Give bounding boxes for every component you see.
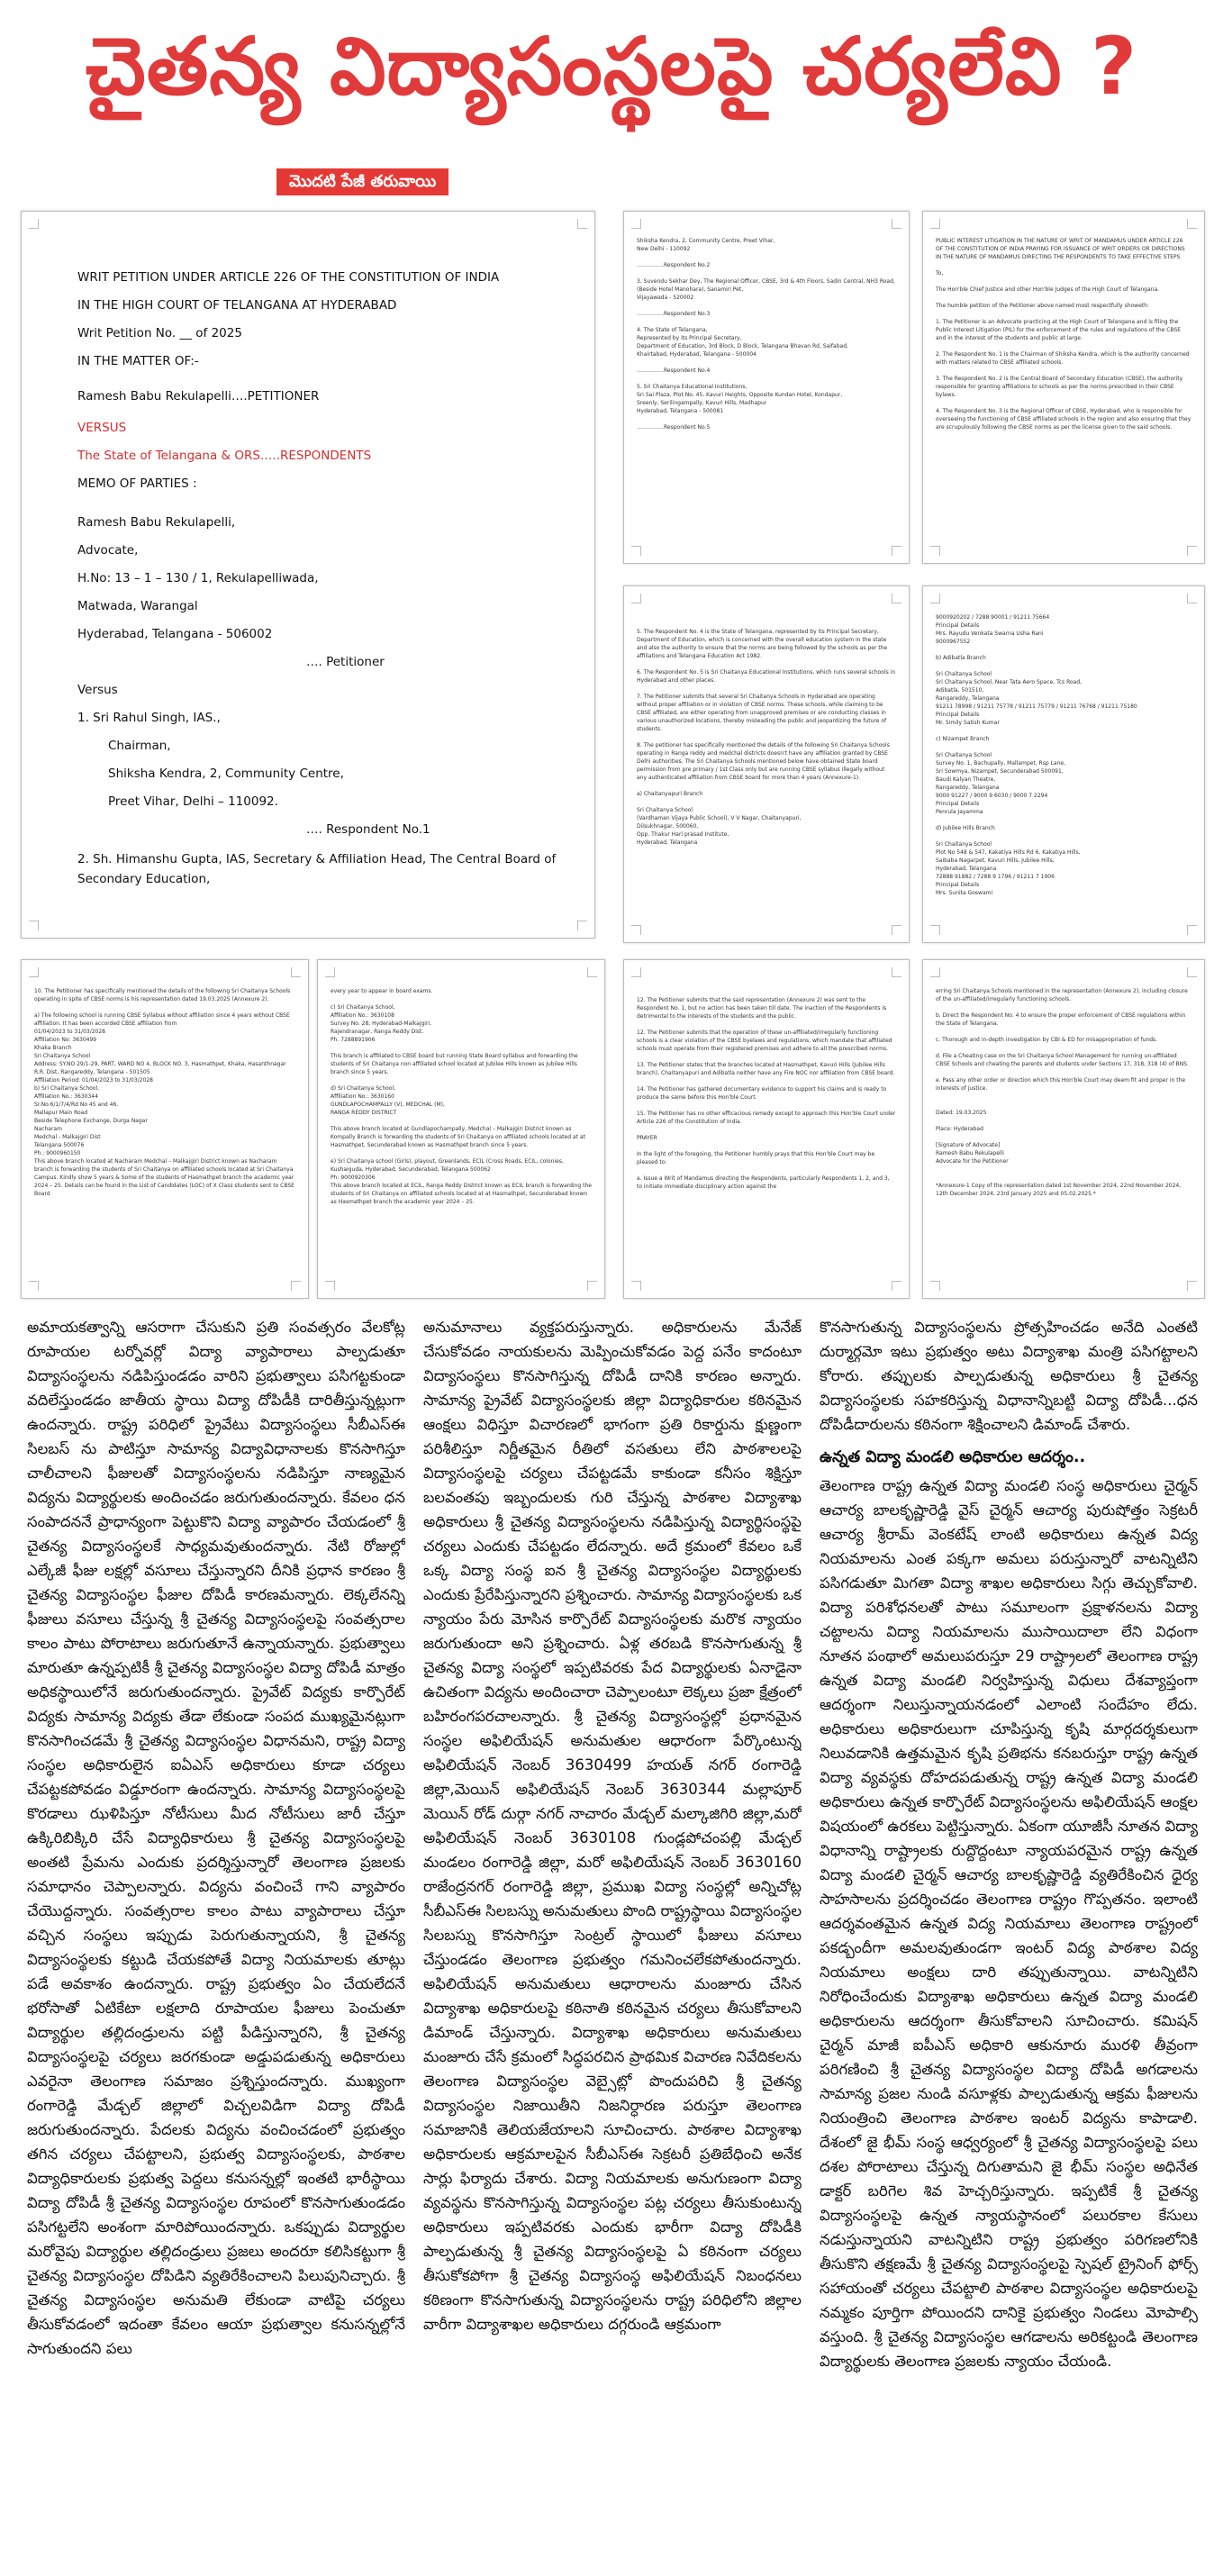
doc-line: H.No: 13 – 1 – 130 / 1, Rekulapelliwada, <box>77 571 319 585</box>
doc-line: …. Petitioner <box>306 655 385 669</box>
doc-line: 1. Sri Rahul Singh, IAS., <box>77 711 221 725</box>
doc-line: …. Respondent No.1 <box>306 822 430 837</box>
doc-line: IN THE MATTER OF:- <box>77 354 199 368</box>
doc-line: VERSUS <box>77 421 127 435</box>
document-page-7 <box>317 959 605 1299</box>
doc-line: The State of Telangana & ORS…..RESPONDENTS <box>77 449 372 463</box>
doc-line: MEMO OF PARTIES : <box>77 476 197 491</box>
page-text: 10. The Petitioner has specifically mentioned the details of the following Sri Chaitanya Schools operating in spite of CBSE norms is his representation dated 19.03.2025 (Annexure 2). a) The following school is running CBSE Syllabus without affiliation since 4 years without CBSE affiliation. It has been accorded CBSE affiliation from 01/04/2023 to 31/03/2028 Affiliation No: 3630499 Khaka Branch Sri Chaitanya School Address: SY.NO 29/1-29, PART, WARD NO 4, BLOCK NO. 3, Hasmathpet, Khaka, Hasanthnagar R.R. Dist, Rangareddy, Telangana - 501505 Affiliation Period: 01/04/2023 to 31/03/2028 b) Sri Chaitanya School, Affiliation No.: 3630344 Sr.No.6/1/7/4/Rd No 45 and 46, Mallapur Main Road Beside Telephone Exchange, Durga Nagar Nacharam Medchal - Malkajgiri Dist Telangana 500076 Ph.: 9000960150 This above branch located at Nacharam Medchal – Malkajgiri District known as Nacharam branch is forwarding the students of Sri Chaitanya on affiliated schools located at Sri Chaitanya Campus. Kindly show 5 years & Some of the students of Hasmathpet branch the academic year 2024 – 25. Details can be found in the List of Candidates (LOC) of X Class students sent to CBSE Board <box>34 988 294 1197</box>
page-text: 5. The Respondent No. 4 is the State of Telangana, represented by its Principal Secretary, Department of Education, which is concerned with the overall education system in the state and also the authority to ensure that the norms are being followed by the schools as per the affiliations and Telangana Education Act 1982. 6. The Respondent No. 5 is Sri Chaitanya Educational Institutions, which runs several schools in Hyderabad and other places. 7. The Petitioner submits that several Sri Chaitanya Schools in Hyderabad are operating without proper affiliation or in violation of CBSE norms. These schools, while claiming to be CBSE affiliated, are either operating from unapproved premises or are conducting classes in various unauthorized locations, thereby misleading the public and jeopardizing the future of students. 8. The petitioner has specifically mentioned the details of the following Sri Chaitanya Schools operating in Ranga reddy and medchal districts doesn't have any affiliation granted by CBSE Delhi authorities. The Sri Chaitanya Schools mentioned below have obtained State board permission from pre primary / 1st Class only but are running CBSE syllabus illegally without any authenticated affiliation from CBSE board for more than 4 years (Annexure-1). a) Chaitanyapuri Branch Sri Chaitanya School (Vardhaman Vijaya Public School), V V Nagar, Chaitanyapuri, Dilsukhnagar, 500060, Opp. Thakur Hari prasad Institute, Hyderabad, Telangana <box>637 629 896 846</box>
page-text: PUBLIC INTEREST LITIGATION IN THE NATURE OF WRIT OF MANDAMUS UNDER ARTICLE 226 OF THE CONSTITUTION OF INDIA PRAYING FOR ISSUANCE OF WRIT ORDERS OR DIRECTIONS IN THE NATURE OF MANDAMUS DIRECTING THE RESPONDENTS TO TAKE EFFECTIVE STEPS To, The Hon'ble Chief Justice and other Hon'ble Judges of the High Court of Telangana. The humble petition of the Petitioner above named most respectfully showeth: 1. The Petitioner is an Advocate practicing at the High Court of Telangana and is filing the Public Interest Litigation (PIL) for the enforcement of the rules and regulations of the CBSE and in the interest of the students and public at large. 2. The Respondent No. 1 is the Chairman of Shiksha Kendra, which is the authority concerned with matters related to CBSE affiliated schools. 3. The Respondent No. 2 is the Central Board of Secondary Education (CBSE), the authority responsible for granting affiliations to schools as per the norms prescribed in their CBSE bylaws. 4. The Respondent No. 3 is the Regional Officer of CBSE, Hyderabad, who is responsible for overseeing the functioning of CBSE affiliated schools in the region and also ensuring that they are scrupulously following the CBSE norms as per the license given to the said schools. <box>936 238 1191 431</box>
article-body <box>27 1315 1198 2567</box>
doc-line: Preet Vihar, Delhi – 110092. <box>108 794 278 809</box>
doc-line: Ramesh Babu Rekulapelli, <box>77 515 236 530</box>
doc-line: Versus <box>77 683 118 697</box>
article-paragraph: తెలంగాణ రాష్ట్ర ఉన్నత విద్యా మండలి సంస్థ అధికారులు చైర్మన్ ఆచార్య బాలకృష్ణారెడ్డి వైస్ చైర్మన్ ఆచార్య పురుషోత్తం సెక్రటరీ ఆచార్య శ్రీరామ్ వెంకటేష్ లాంటి అధికారులు ఉన్నత విద్య నియమాలను ఎంత పక్కగా అమలు పరుస్తున్నారో వాటన్నిటిని పసిగడుతూ మిగతా విద్యా శాఖల అధికారులు సిగ్గు తెచ్చుకోవాలి. విద్యా పరిశోధనలతో పాటు సమూలంగా ప్రక్షాళనలను విద్యా చట్టాలను విద్యా నియమాలను ముసాయిదాలా లేని విధంగా నూతన పంథాలో అమలుపరుస్తూ 29 రాష్ట్రాలలో తెలంగాణ రాష్ట్ర ఉన్నత విద్యా మండలి నిర్వహిస్తున్న విధులు దేశవ్యాప్తంగా ఆదర్శంగా నిలుస్తున్నాయనడంలో ఎలాంటి సందేహం లేదు. అధికారులు అధికారులుగా చూపిస్తున్న కృషి మార్గదర్శకులుగా నిలువడానికి ఉత్తమమైన కృషి ప్రతిభను కనబరుస్తూ రాష్ట్ర ఉన్నత విద్యా వ్యవస్థకు దోహదపడుతున్న రాష్ట్ర ఉన్నత విద్యా మండలి అధికారులు ఉన్నత కార్పొరేట్ విద్యాసంస్థలను అఫిలియేషన్ ఆంక్షల విషయంలో ఉరకలు పెట్టిస్తున్నారు. ఏకంగా యూజీసీ నూతన విద్యా విధానాన్ని రాష్ట్రాలకు రుద్దొద్దంటూ న్యాయపరమైన రాష్ట్ర ఉన్నత విద్యా మండలి చైర్మన్ ఆచార్య బాలకృష్ణారెడ్డి వ్యతిరేకించిన ధైర్య సాహసాలను ప్రదర్శించడం తెలంగాణ రాష్ట్రం గొప్పతనం. ఇలాంటి ఆదర్శవంతమైన ఉన్నత విద్య నియమాలు తెలంగాణ రాష్ట్రంలో పకడ్బందీగా అమలవుతుండగా ఇంటర్ విద్య పాఠశాల విద్య నియమాలు అంక్షలు దారి తప్పుతున్నాయి. వాటన్నిటిని నిరోధించేందుకు విద్యాశాఖ అధికారులు ఉన్నత విద్యా మండలి అధికారులను ఆదర్శంగా తీసుకోవాలని సూచించారు. కమిషన్ చైర్మన్ మాజీ ఐపీఎస్ అధికారి ఆకునూరు మురళి తీవ్రంగా పరిగణించి శ్రీ చైతన్య విద్యాసంస్థల విద్యా దోపిడీ అగడాలను సామాన్య ప్రజల నుండి వసూళ్లకు పాల్పడుతున్న ఆక్రమ ఫీజులను నియంత్రించి తెలంగాణ పాఠశాల ఇంటర్ విద్యను కాపాడాలి. దేశంలో జై భీమ్ సంస్థ ఆధ్వర్యంలో శ్రీ చైతన్య విద్యాసంస్థలపై పలు దశల పోరాటాలు చేస్తున్న దిగుతామని జై భీమ్ సంస్థల అధినేత డాక్టర్ బరిగెల శివ హెచ్చరిస్తున్నారు. ఇప్పటికే శ్రీ చైతన్య విద్యాసంస్థలపై ఉన్నత న్యాయస్థానంలో పలురకాల కేసులు నడుస్తున్నాయని వాటన్నిటిని రాష్ట్ర ప్రభుత్వం పరిగణలోనికి తీసుకొని తక్షణమే శ్రీ చైతన్య విద్యాసంస్థలపై స్పెషల్ ట్రైనింగ్ ఫోర్స్ సహాయంతో చర్యలు చేపట్టాలి పాఠశాల విద్యాసంస్థల అధికారులపై నమ్మకం పూర్తిగా పోయిందని దానికై ప్రభుత్వం నిండలు మోపాల్సి వస్తుంది. శ్రీ చైతన్య విద్యాసంస్థల ఆగడాలను అరికట్టండి తెలంగాణ విద్యార్థులకు తెలంగాణ ప్రజలకు న్యాయం చేయండి. <box>820 1477 1198 2370</box>
article-column-3 <box>820 1315 1198 2567</box>
document-page-6 <box>21 959 309 1299</box>
doc-line: Advocate, <box>77 543 139 558</box>
doc-line: Hyderabad, Telangana - 506002 <box>77 627 273 641</box>
document-page-9 <box>922 959 1205 1299</box>
article-paragraph: కొనసాగుతున్న విద్యాసంస్థలను ప్రోత్సహించడం అనేది ఎంతటి దుర్మార్గమో ఇటు ప్రభుత్వం అటు విద్యాశాఖ మంత్రి పసిగట్టాలని కోరారు. తప్పులకు పాల్పడుతున్న అధికారులు శ్రీ చైతన్య విద్యాసంస్థలకు సహకరిస్తున్న విధానాన్నిబట్టి విద్యా దోపిడీ...ధన దోపిడీదారులను కఠినంగా శిక్షించాలని డిమాండ్ చేశారు. <box>820 1319 1198 1433</box>
headline: చైతన్య విద్యాసంస్థలపై చర్యలేవి ? <box>85 20 1138 113</box>
document-page-main <box>21 211 595 939</box>
doc-line: Ramesh Babu Rekulapelli….PETITIONER <box>77 389 320 404</box>
doc-line: 2. Sh. Himanshu Gupta, IAS, Secretary & Affiliation Head, The Central Board of Secondary Education, <box>77 852 557 886</box>
page-text: 12. The Petitioner submits that the said representation (Annexure 2) was sent to the Respondent No. 1, but no action has been taken till date. The inaction of the Respondents is detrimental to the interests of the students and the public. 12. The Petitioner submits that the operation of these un-affiliated/irregularly functioning schools is a clear violation of the CBSE byelaws and regulations, which mandate that affiliated schools must operate from their registered premises and adhere to all the prescribed norms. 13. The Petitioner states that the branches located at Hasmathpet, Kavuri Hills (Jubilee Hills branch), Chaitanyapuri and Adibatla neither have any Fire NOC nor affiliation from CBSE board. 14. The Petitioner has gathered documentary evidence to support his claims and is ready to produce the same before this Hon'ble Court. 15. The Petitioner has no other efficacious remedy except to approach this Hon'ble Court under Article 226 of the Constitution of India. PRAYER In the light of the foregoing, the Petitioner humbly prays that this Hon'ble Court may be pleased to: a. Issue a Writ of Mandamus directing the Respondents, particularly Respondents 1, 2, and 3, to initiate immediate disciplinary action against the <box>637 997 896 1190</box>
document-page-3 <box>922 211 1205 564</box>
document-page-8 <box>623 959 910 1299</box>
article-subheading: ఉన్నత విద్యా మండలి అధికారుల ఆదర్శం.. <box>820 1448 1086 1466</box>
page-text: Shiksha Kendra, 2, Community Centre, Preet Vihar, New Delhi - 110092 ……………Respondent No.2 3. Suvendu Sekhar Dey, The Regional Officer, CBSE, 3rd & 4th Floors, Sadin Central, NH3 Road, (Beside Hotel Manohara), Sanamiri Pet, Vijayawada - 520002 ……………Respondent No.3 4. The State of Telangana, Represented by its Principal Secretary, Department of Education, 3rd Block, D Block, Telangana Bhavan Rd, Saifabad, Khairtabad, Hyderabad, Telangana - 500004 ……………Respondent No.4 5. Sri Chaitanya Educational Institutions, Sri Sai Plaza, Plot No. 45, Kavuri Heights, Opposite Kundan Hotel, Kondapur, Sreenly, Serilingampally, Kavuri Hills, Madhapur Hyderabad, Telangana - 500081 ……………Respondent No.5 <box>637 238 895 431</box>
article-column-2: అనుమానాలు వ్యక్తపరుస్తున్నారు. అధికారులను మేనేజ్ చేసుకోవడం నాయకులను మెప్పించుకోవడం పెద్ద పనేం కాదంటూ విద్యాసంస్థలు కొనసాగిస్తున్న దోపిడీ దానికి కారణం అన్నారు. సామాన్య ప్రైవేట్ విద్యాసంస్థలకు జిల్లా విద్యాధికారుల కఠినమైన ఆంక్షలు విధిస్తూ విచారణలో భాగంగా ప్రతి రికార్డును క్షుణ్ణంగా పరిశీలిస్తూ నిర్ణీతమైన రీతిలో వసతులు లేని పాఠశాలలపై విద్యాసంస్థలపై చర్యలు చేపట్టడమే కాకుండా కనీసం శిక్షిస్తూ బలవంతపు ఇబ్బందులకు గురి చేస్తున్న పాఠశాల విద్యాశాఖ అధికారులు శ్రీ చైతన్య విద్యాసంస్థలను నడిపిస్తున్న విద్యార్థిసంస్థపై చర్యలు ఎందుకు చేపట్టడం లేదన్నారు. అదే క్రమంలో కేవలం ఒకే ఒక్క విద్యా సంస్థ ఐన శ్రీ చైతన్య విద్యాసంస్థల విద్యార్థులకు ఎందుకు ప్రేరేపిస్తున్నారని ప్రశ్నించారు. సామాన్య విద్యాసంస్థలకు ఒక న్యాయం పేరు మోసిన కార్పొరేట్ విద్యాసంస్థలకు మరొక న్యాయం జరుగుతుందా అని ప్రశ్నించారు. ఏళ్ల తరబడి కొనసాగుతున్న శ్రీ చైతన్య విద్యా సంస్థలో ఇప్పటివరకు పేద విద్యార్థులకు ఏనాడైనా ఉచితంగా విద్యను అందించారా చెప్పాలంటూ లెక్కలు ప్రజా క్షేత్రంలో బహిరంగపరచాలన్నారు. శ్రీ చైతన్య విద్యాసంస్థల్లో ప్రధానమైన సంస్థల అఫిలియేషన్ అనుమతుల ఆధారంగా పేర్కొంటున్న అఫిలియేషన్ నెంబర్ 3630499 హయత్ నగర్ రంగారెడ్డి జిల్లా,మెయిన్ అఫిలియేషన్ నెంబర్ 3630344 మల్లాపూర్ మెయిన్ రోడ్ దుర్గా నగర్ నాచారం మేడ్చల్ మల్కాజిగిరి జిల్లా,మరో అఫిలియేషన్ నెంబర్ 3630108 గుండ్లపోచంపల్లి మేడ్చల్ మండలం రంగారెడ్డి జిల్లా, మరో అఫిలియేషన్ నెంబర్ 3630160 రాజేంద్రనగర్ రంగారెడ్డి జిల్లా, ప్రముఖ విద్యా సంస్థల్లో అన్నిచోట్ల సీబీఎస్ఈ సిలబస్ను అనుమతులు పొంది రాష్ట్రస్థాయి విద్యాసంస్థల సిలబస్ను కొనసాగిస్తూ సెంట్రల్ స్థాయిలో ఫీజులు వసూలు చేస్తుండడం తెలంగాణ ప్రభుత్వం గమనించలేకపోతుందన్నారు. అఫిలియేషన్ అనుమతులు ఆధారాలను మంజూరు చేసిన విద్యాశాఖ అధికారులపై కఠినాతి కఠినమైన చర్యలు తీసుకోవాలని డిమాండ్ చేస్తున్నారు. విద్యాశాఖ అధికారులు అనుమతులు మంజూరు చేసే క్రమంలో సిద్ధపరచిన ప్రాథమిక విచారణ నివేదికలను తెలంగాణ విద్యాసంస్థల వెబ్సైట్లో పొందుపరిచి శ్రీ చైతన్య విద్యాసంస్థల నిజాయితీని నిజనిర్ధారణ పరుస్తూ తెలంగాణ సమాజానికి తెలియజేయాలని సూచించారు. పాఠశాల విద్యాశాఖ అధికారులకు ఆక్రమాలపైన సీబీఎస్ఈ సెక్రటరీ ప్రతిబేధించి అనేక సార్లు ఫిర్యాదు చేశారు. విద్యా నియమాలకు అనుగుణంగా విద్యా వ్యవస్థను కొనసాగిస్తున్న విద్యాసంస్థల పట్ల చర్యలు తీసుకుంటున్న అధికారులు ఇప్పటివరకు ఎందుకు భారీగా విద్యా దోపిడీకి పాల్పడుతున్న శ్రీ చైతన్య విద్యాసంస్థలపై ఏ కఠినంగా చర్యలు తీసుకోకపోగా శ్రీ చైతన్య విద్యాసంస్థ అఫిలియేషన్ నిబంధనలు కఠిణంగా కొనసాగుతున్న విద్యాసంస్థలను రాష్ట్ర పరిధిలోని జిల్లాల వారీగా విద్యాశాఖల అధికారులు దగ్గరుండి ఆక్రమంగా <box>423 1319 802 2333</box>
page-text: 9000920202 / 7288 90001 / 91211 75664 Principal Details Mrs. Rayudu Venkata Swarna Usha Rani 9000967552 b) Adibatla Branch Sri Chaitanya School Sri Chaitanya School, Near Tata Aero Space, Tcs Road, Adibatla, 501510, Rangareddy, Telangana 91211 78998 / 91211 75778 / 91211 75779 / 91211 76768 / 91211 75180 Principal Details Mr. Simily Satish Kumar c) Nizampet Branch Sri Chaitanya School Survey No. 1, Bachupally, Mallampet, Rsp Lane, Sri Sowmya, Nizampet, Secunderabad 500091, Baudi Kalyan Theatre, Rangareddy, Telangana 9000 91227 / 9000 9 6030 / 9000 7 2294 Principal Details Penrula Jayamma d) Jubilee Hills Branch Sri Chaitanya School Plot No 548 & 547, Kakatiya Hills Rd 6, Kakatiya Hills, Saibaba Nagarpet, Kavuri Hills, Jubilee Hills, Hyderabad, Telangana 72888 91882 / 7288 9 1796 / 91211 7 1906 Principal Details Mrs. Sunita Goswami <box>936 614 1137 896</box>
document-page-5 <box>922 585 1205 943</box>
document-page-4 <box>623 585 910 943</box>
document-page-2 <box>623 211 910 564</box>
continued-tag: మొదటి పేజీ తరువాయి <box>276 168 448 195</box>
article-column-1: అమాయకత్వాన్ని ఆసరాగా చేసుకుని ప్రతి సంవత్సరం వేలకోట్ల రూపాయల టర్నోవర్లో విద్యా వ్యాపారాలు పాల్పడుతూ విద్యాసంస్థలను నడిపిస్తుండడం వారిని ప్రభుత్వాలు పసిగట్టకుండా వదిలేస్తుండడం జాతీయ స్థాయి విద్యా దోపిడీకి దారితీస్తున్నట్లుగా ఉందన్నారు. రాష్ట్ర పరిధిలో ప్రైవేటు విద్యాసంస్థలు సీబీఎస్ఈ సిలబస్ ను పాటిస్తూ సామాన్య విద్యావిధానాలకు కొనసాగిస్తూ చాలీచాలని ఫీజులతో విద్యాసంస్థలను నడిపిస్తూ నాణ్యమైన విద్యను విద్యార్థులకు అందించడం జరుగుతుందన్నారు. కేవలం ధన సంపాదననే ప్రాధాన్యంగా పెట్టుకొని విద్యా వ్యాపారం చేయడంలో శ్రీ చైతన్య విద్యాసంస్థలకే సాధ్యమవుతుందన్నారు. నేటి రోజుల్లో ఎల్కేజీ ఫీజు లక్షల్లో వసూలు చేస్తున్నారని దీనికి ప్రధాన కారణం శ్రీ చైతన్య విద్యాసంస్థల ఫీజుల దోపిడీ కారణమన్నారు. లెక్కలేనన్ని ఫీజులు వసూలు చేస్తున్న శ్రీ చైతన్య విద్యాసంస్థలపై సంవత్సరాల కాలం పాటు పోరాటాలు జరుగుతూనే ఉన్నాయన్నారు. ప్రభుత్వాలు మారుతూ ఉన్నప్పటికీ శ్రీ చైతన్య విద్యాసంస్థల విద్యా దోపిడీ మాత్రం అధికస్థాయిలోనే జరుగుతుందన్నారు. ప్రైవేట్ విద్యకు కార్పొరేట్ విద్యకు సామాన్య విద్యకు తేడా లేకుండా సంపద ముఖ్యమైనట్లుగా కొనసాగించడమే శ్రీ చైతన్య విద్యాసంస్థల విధానమని, రాష్ట్ర విద్యా సంస్థల అధికారులైన ఐఏఎస్ అధికారులు కూడా చర్యలు చేపట్టకపోవడం విడ్డూరంగా ఉందన్నారు. సామాన్య విద్యాసంస్థలపై కొరడాలు ఝళిపిస్తూ నోటీసులు మీద నోటీసులు జారీ చేస్తూ ఉక్కిరిబిక్కిరి చేసే విద్యాధికారులు శ్రీ చైతన్య విద్యాసంస్థలపై అంతటి ప్రేమను ఎందుకు ప్రదర్శిస్తున్నారో తెలంగాణ ప్రజలకు సమాధానం చెప్పాలన్నారు. విద్యను వంచించే గాని వ్యాపారం చేయొద్దన్నారు. సంవత్సరాల కాలం పాటు వ్యాపారాలు చేస్తూ వచ్చిన సంస్థలు ఇప్పుడు పెరుగుతున్నాయని, శ్రీ చైతన్య విద్యాసంస్థలకు కట్టుడి చేయకపోతే విద్యా నియమాలకు తూట్లు పడే అవకాశం ఉందన్నారు. రాష్ట్ర ప్రభుత్వం ఏం చేయలేదనే భరోసాతో ఏటికేటా లక్షలాది రూపాయల ఫీజులు పెంచుతూ విద్యార్థుల తల్లిదండ్రులను పట్టి పీడిస్తున్నారని, శ్రీ చైతన్య విద్యాసంస్థలపై చర్యలు జరగకుండా అడ్డుపడుతున్న అధికారులు ఎవరైనా తెలంగాణ సమాజం ప్రశ్నిస్తుందన్నారు. ముఖ్యంగా రంగారెడ్డి మేడ్చల్ జిల్లాలో విచ్చలవిడిగా విద్యా దోపిడీ జరుగుతుందన్నారు. పేదలకు విద్యను వంచించడంలో ప్రభుత్వం తగిన చర్యలు చేపట్టాలని, ప్రభుత్వ విద్యాసంస్థలకు, పాఠశాల విద్యాధికారులకు ప్రభుత్వ పెద్దలు కనుసన్నల్లో ఇంతటి భారీస్థాయి విద్యా దోపిడీ శ్రీ చైతన్య విద్యాసంస్థల రూపంలో కొనసాగుతుండడం పసిగట్టలేని అంశంగా మారిపోయిందన్నారు. ఒకప్పుడు విద్యార్థుల మరోవైపు విద్యార్థుల తల్లిదండ్రులు ప్రజలు అందరూ కలిసికట్టుగా శ్రీ చైతన్య విద్యాసంస్థల దోపిడిని వ్యతిరేకించాలని పిలుపునిచ్చారు. శ్రీ చైతన్య విద్యాసంస్థల అనుమతి లేకుండా వాటిపై చర్యలు తీసుకోవడంలో ఇదంతా కేవలం ఆయా ప్రభుత్వాల కనుసన్నల్లోనే సాగుతుందని పలు <box>27 1319 405 2357</box>
page-text: every year to appear in board exams. c) Sri Chaitanya School, Affiliation No.: 3630108 Survey No. 28, Hyderabad-Malkajgiri, Rajendranagar, Ranga Reddy Dist. Ph. 7288891906 This branch is affiliated to CBSE board but running State Board syllabus and forwarding the students of Sri Chaitanya non affiliated school located at Jubilee Hills known as Jubilee Hills branch since 5 years. d) Sri Chaitanya School, Affiliation No.: 3630160 GUNDLAPOCHAMPALLY (V), MEDCHAL (M), RANGA REDDY DISTRICT This above branch located at Gundlapochampally, Medchal – Malkajgiri District known as Kompally Branch is forwarding the students of Sri Chaitanya on affiliated schools located at at Hasmathpet, Secunderabad known as Hasmathpet branch since 5 years. e) Sri Chaitanya school (Girls), playout, Greenlands, ECIL (Cross Roads, ECIL, colonies, Kushaiguda, Hyderabad, Secunderabad, Telangana 500062 Ph: 9000920306 This above branch located at ECIL, Ranga Reddy District known as ECIL branch is forwarding the students of Sri Chaitanya on affiliated schools located at at Hasmathpet, Secunderabad known as Hasmathpet branch the academic year 2024 – 25. <box>331 988 592 1205</box>
page-text: erring Sri Chaitanya Schools mentioned in the representation (Annexure 2), including closure of the un-affiliated/irregularly functioning schools. b. Direct the Respondent No. 4 to ensure the proper enforcement of CBSE regulations within the State of Telangana. c. Thorough and in-depth investigation by CBI & ED for misappropriation of funds. d. File a Cheating case on the Sri Chaitanya School Management for running un-affiliated CBSE Schools and cheating the parents and students under Sections 17, 318, 318 (4) of BNS. e. Pass any other order or direction which this Hon'ble Court may deem fit and proper in the interests of justice. Dated: 19.03.2025 Place: Hyderabad [Signature of Advocate] Ramesh Babu Rekulapelli Advocate for the Petitioner *Annexure-1 Copy of the representation dated 1st November 2024, 22nd November 2024, 12th December 2024, 23rd January 2025 and 05.02.2025.* <box>936 988 1189 1197</box>
doc-line: Matwada, Warangal <box>77 599 198 613</box>
doc-line: IN THE HIGH COURT OF TELANGANA AT HYDERABAD <box>77 298 397 313</box>
doc-line: Writ Petition No. __ of 2025 <box>77 326 242 340</box>
doc-line: WRIT PETITION UNDER ARTICLE 226 OF THE CONSTITUTION OF INDIA <box>77 270 500 285</box>
doc-line: Chairman, <box>108 739 171 753</box>
doc-line: Shiksha Kendra, 2, Community Centre, <box>108 766 344 781</box>
